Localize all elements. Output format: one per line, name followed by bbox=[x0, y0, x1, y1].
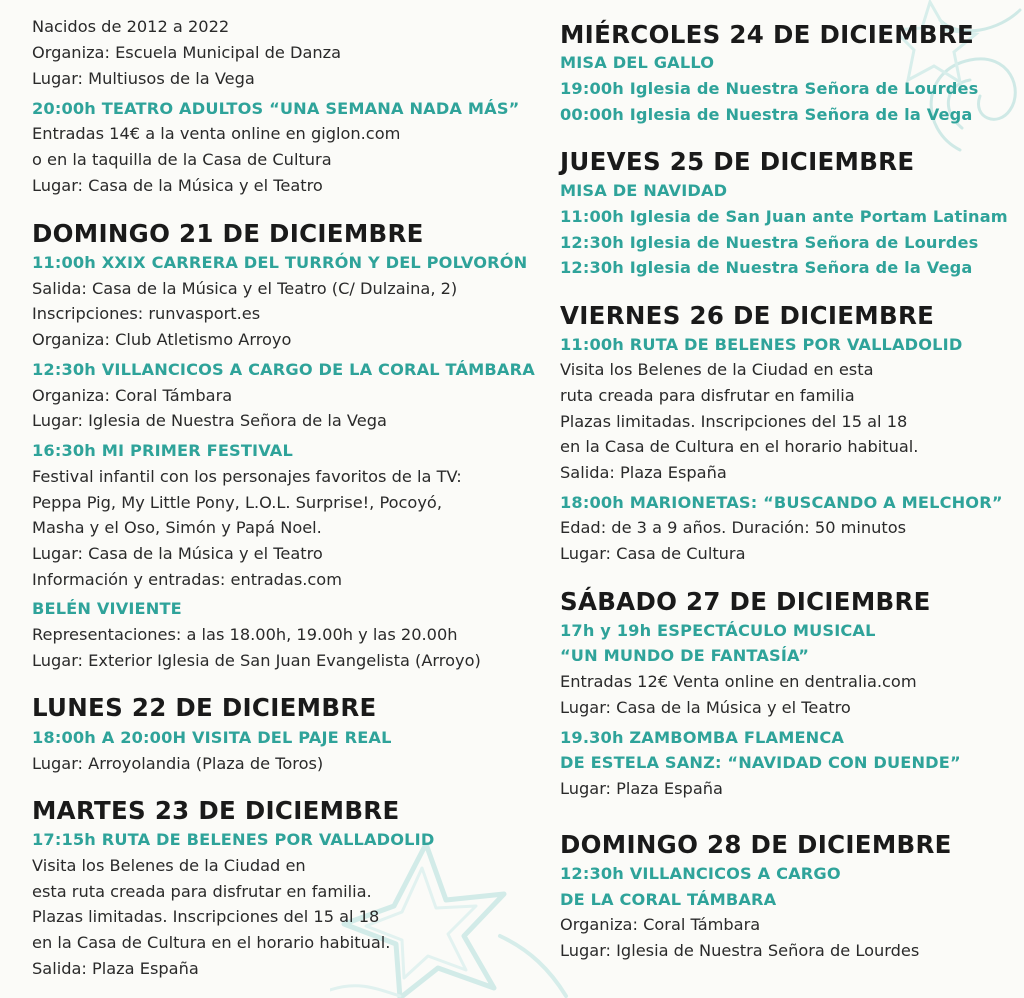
event-title: BELÉN VIVIENTE bbox=[32, 599, 182, 618]
event-title: 12:30h VILLANCICOS A CARGO DE LA CORAL TÁMBARA bbox=[32, 360, 535, 379]
event-title: 00:00h Iglesia de Nuestra Señora de la Vega bbox=[560, 105, 973, 124]
event-title: 12:30h Iglesia de Nuestra Señora de Lourdes bbox=[560, 233, 979, 252]
info-line: Lugar: Iglesia de Nuestra Señora de Lourdes bbox=[560, 941, 920, 960]
event-title: 18:00h MARIONETAS: “BUSCANDO A MELCHOR” bbox=[560, 493, 1003, 512]
day-heading: JUEVES 25 DE DICIEMBRE bbox=[560, 147, 915, 176]
event-title: 17h y 19h ESPECTÁCULO MUSICAL bbox=[560, 621, 876, 640]
day-heading: SÁBADO 27 DE DICIEMBRE bbox=[560, 587, 931, 616]
info-line: en la Casa de Cultura en el horario habitual. bbox=[32, 933, 391, 952]
event-title: DE ESTELA SANZ: “NAVIDAD CON DUENDE” bbox=[560, 753, 961, 772]
day-heading: DOMINGO 21 DE DICIEMBRE bbox=[32, 219, 424, 248]
info-line: Organiza: Coral Támbara bbox=[560, 915, 761, 934]
info-line: Edad: de 3 a 9 años. Duración: 50 minutos bbox=[560, 518, 907, 537]
event-title: DE LA CORAL TÁMBARA bbox=[560, 890, 777, 909]
event-title: 19:00h Iglesia de Nuestra Señora de Lourdes bbox=[560, 79, 979, 98]
info-line: Visita los Belenes de la Ciudad en esta bbox=[560, 360, 874, 379]
info-line: Lugar: Iglesia de Nuestra Señora de la Vega bbox=[32, 411, 387, 430]
info-line: Lugar: Plaza España bbox=[560, 779, 723, 798]
info-line: Peppa Pig, My Little Pony, L.O.L. Surprise!, Pocoyó, bbox=[32, 493, 442, 512]
info-line: Entradas 14€ a la venta online en giglon.com bbox=[32, 124, 401, 143]
info-line: Salida: Casa de la Música y el Teatro (C/ Dulzaina, 2) bbox=[32, 279, 458, 298]
info-line: Nacidos de 2012 a 2022 bbox=[32, 17, 230, 36]
day-heading: DOMINGO 28 DE DICIEMBRE bbox=[560, 830, 952, 859]
day-heading: MARTES 23 DE DICIEMBRE bbox=[32, 796, 400, 825]
info-line: Inscripciones: runvasport.es bbox=[32, 304, 261, 323]
info-line: Lugar: Casa de la Música y el Teatro bbox=[560, 698, 851, 717]
info-line: Plazas limitadas. Inscripciones del 15 al 18 bbox=[560, 412, 908, 431]
info-line: en la Casa de Cultura en el horario habitual. bbox=[560, 437, 919, 456]
info-line: Información y entradas: entradas.com bbox=[32, 570, 342, 589]
info-line: Representaciones: a las 18.00h, 19.00h y las 20.00h bbox=[32, 625, 458, 644]
info-line: Lugar: Casa de la Música y el Teatro bbox=[32, 544, 323, 563]
event-title: 18:00h A 20:00H VISITA DEL PAJE REAL bbox=[32, 728, 392, 747]
event-title: 16:30h MI PRIMER FESTIVAL bbox=[32, 441, 293, 460]
info-line: Festival infantil con los personajes favoritos de la TV: bbox=[32, 467, 462, 486]
info-line: Salida: Plaza España bbox=[32, 959, 199, 978]
event-title: MISA DEL GALLO bbox=[560, 53, 715, 72]
event-title: MISA DE NAVIDAD bbox=[560, 181, 728, 200]
event-title: 20:00h TEATRO ADULTOS “UNA SEMANA NADA MÁS” bbox=[32, 99, 520, 118]
info-line: Lugar: Casa de Cultura bbox=[560, 544, 746, 563]
event-title: 19.30h ZAMBOMBA FLAMENCA bbox=[560, 728, 845, 747]
day-heading: MIÉRCOLES 24 DE DICIEMBRE bbox=[560, 20, 975, 49]
info-line: Visita los Belenes de la Ciudad en bbox=[32, 856, 306, 875]
event-title: 17:15h RUTA DE BELENES POR VALLADOLID bbox=[32, 830, 435, 849]
event-title: 11:00h Iglesia de San Juan ante Portam Latinam bbox=[560, 207, 1008, 226]
info-line: Lugar: Multiusos de la Vega bbox=[32, 69, 255, 88]
info-line: Organiza: Club Atletismo Arroyo bbox=[32, 330, 292, 349]
info-line: Plazas limitadas. Inscripciones del 15 al 18 bbox=[32, 907, 380, 926]
event-title: “UN MUNDO DE FANTASÍA” bbox=[560, 646, 809, 665]
event-title: 11:00h XXIX CARRERA DEL TURRÓN Y DEL POLVORÓN bbox=[32, 253, 528, 272]
event-title: 11:00h RUTA DE BELENES POR VALLADOLID bbox=[560, 335, 963, 354]
info-line: esta ruta creada para disfrutar en familia. bbox=[32, 882, 372, 901]
event-title: 12:30h VILLANCICOS A CARGO bbox=[560, 864, 841, 883]
info-line: Entradas 12€ Venta online en dentralia.com bbox=[560, 672, 917, 691]
info-line: Lugar: Arroyolandia (Plaza de Toros) bbox=[32, 754, 324, 773]
info-line: Masha y el Oso, Simón y Papá Noel. bbox=[32, 518, 322, 537]
info-line: Organiza: Coral Támbara bbox=[32, 386, 233, 405]
info-line: Lugar: Casa de la Música y el Teatro bbox=[32, 176, 323, 195]
info-line: Organiza: Escuela Municipal de Danza bbox=[32, 43, 342, 62]
day-heading: LUNES 22 DE DICIEMBRE bbox=[32, 693, 377, 722]
info-line: o en la taquilla de la Casa de Cultura bbox=[32, 150, 332, 169]
day-heading: VIERNES 26 DE DICIEMBRE bbox=[560, 301, 935, 330]
event-title: 12:30h Iglesia de Nuestra Señora de la Vega bbox=[560, 258, 973, 277]
info-line: Salida: Plaza España bbox=[560, 463, 727, 482]
info-line: ruta creada para disfrutar en familia bbox=[560, 386, 855, 405]
info-line: Lugar: Exterior Iglesia de San Juan Evangelista (Arroyo) bbox=[32, 651, 481, 670]
